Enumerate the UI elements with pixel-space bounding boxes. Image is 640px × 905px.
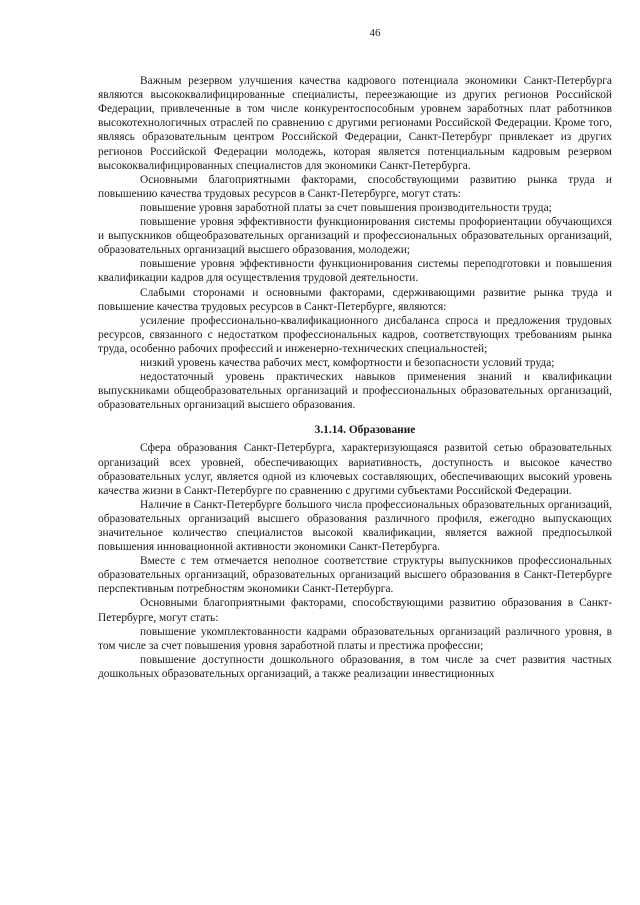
page-number: 46 bbox=[369, 27, 381, 39]
list-item: недостаточный уровень практических навыков применения знаний и квалификации выпускниками общеобразовательных организаций и профессиональных образовательных организаций, образовательных организаций высшего образования. bbox=[98, 371, 612, 412]
paragraph: Вместе с тем отмечается неполное соответствие структуры выпускников профессиональных образовательных организаций, образовательных организаций высшего образования в Санкт-Петербурге перспективным потребностям экономики Санкт-Петербурга. bbox=[98, 555, 612, 596]
list-item: повышение доступности дошкольного образования, в том числе за счет развития частных дошкольных образовательных организаций, а также реализации инвестиционных bbox=[98, 653, 612, 680]
paragraph: Важным резервом улучшения качества кадрового потенциала экономики Санкт-Петербурга являются высококвалифицированные специалисты, переезжающие из других регионов Российской Федерации, привлеченные в том числе конкурентоспособным уровнем заработных плат работников высокотехнологичных отраслей по сравнению с другими регионами Российской Федерации. Кроме того, являясь образовательным центром Российской Федерации, Санкт-Петербург привлекает из других регионов Российской Федерации молодежь, которая является потенциальным кадровым резервом высококвалифицированных специалистов для экономики Санкт-Петербурга. bbox=[98, 75, 612, 172]
paragraph: Слабыми сторонами и основными факторами, сдерживающими развитие рынка труда и повышение качества трудовых ресурсов в Санкт-Петербурге, являются: bbox=[98, 286, 612, 313]
paragraph: Основными благоприятными факторами, способствующими развитию рынка труда и повышению качества трудовых ресурсов в Санкт-Петербурге, могут стать: bbox=[98, 173, 612, 200]
paragraph: Сфера образования Санкт-Петербурга, характеризующаяся развитой сетью образовательных организаций всех уровней, обеспечивающих вариативность, доступность и высокое качество образовательных услуг, является одной из ключевых составляющих, обеспечивающих высокий уровень качества жизни в Санкт-Петербурге по сравнению с другими субъектами Российской Федерации. bbox=[98, 442, 612, 497]
section-education bbox=[98, 441, 612, 681]
section-heading: 3.1.14. Образование bbox=[314, 424, 416, 437]
list-item: усиление профессионально-квалификационного дисбаланса спроса и предложения трудовых ресурсов, связанного с недостатком профессиональных кадров, соответствующих требованиям рынка труда, особенно рабочих профессий и инженерно-технических специальностей; bbox=[98, 314, 612, 355]
list-item: повышение укомплектованности кадрами образовательных организаций различного уровня, в том числе за счет повышения уровня заработной платы и престижа профессии; bbox=[98, 625, 612, 652]
section-labor-market bbox=[98, 74, 612, 412]
list-item: низкий уровень качества рабочих мест, комфортности и безопасности условий труда; bbox=[140, 356, 555, 369]
paragraph: Наличие в Санкт-Петербурге большого числа профессиональных образовательных организаций, образовательных организаций высшего образования различного профиля, ежегодно выпускающих значительное количество специалистов высокой квалификации, является важной предпосылкой повышения инновационной активности экономики Санкт-Петербурга. bbox=[98, 498, 612, 554]
list-item: повышение уровня заработной платы за счет повышения производительности труда; bbox=[140, 201, 552, 214]
list-item: повышение уровня эффективности функционирования системы переподготовки и повышения квалификации кадров для осуществления трудовой деятельности. bbox=[98, 258, 612, 285]
paragraph: Основными благоприятными факторами, способствующими развитию образования в Санкт-Петербурге, могут стать: bbox=[98, 597, 612, 624]
list-item: повышение уровня эффективности функционирования системы профориентации обучающихся и выпускников общеобразовательных организаций и профессиональных образовательных организаций, образовательных организаций высшего образования, молодежи; bbox=[98, 216, 612, 257]
